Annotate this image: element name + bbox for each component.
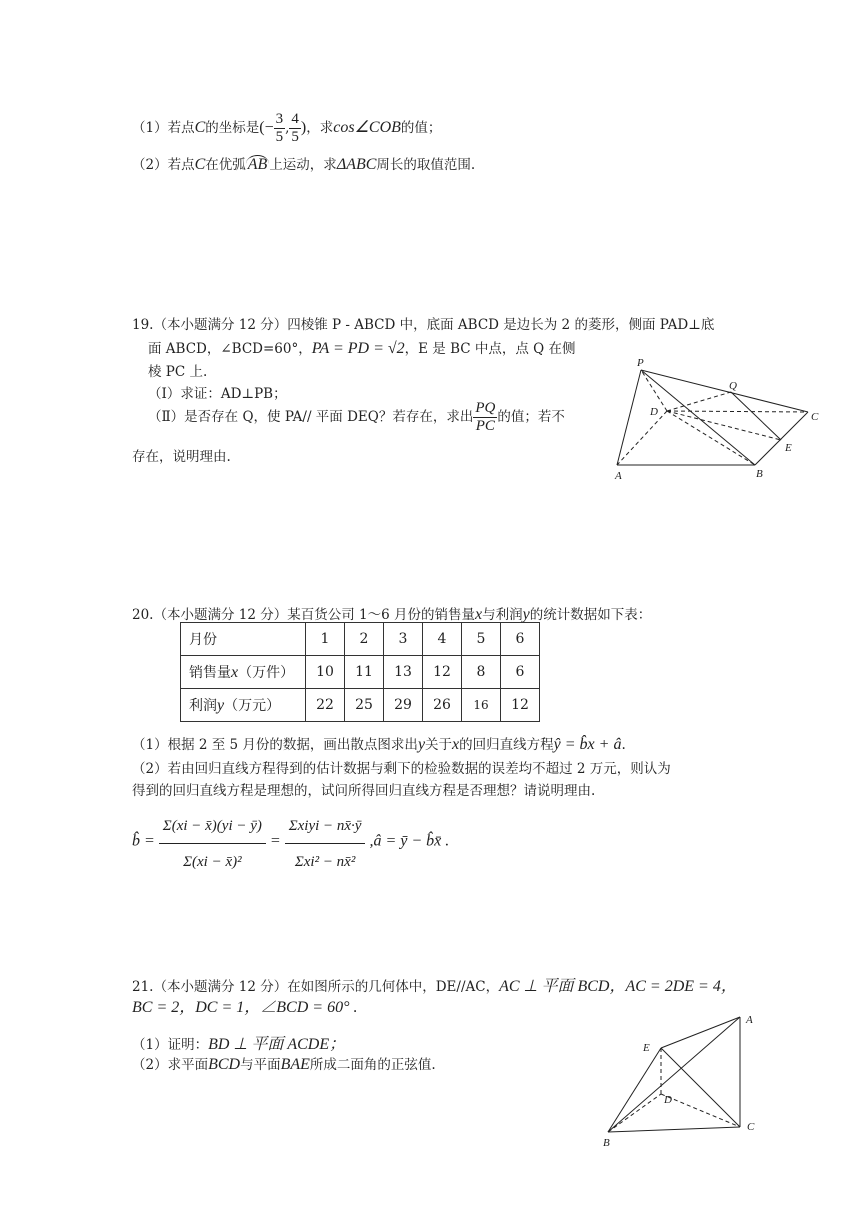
arc-ab: AB (247, 156, 268, 173)
q19-line3: 棱 PC 上. (148, 364, 208, 380)
fraction-pq-pc: $\frac{PQ}{PC}$ (475, 400, 496, 434)
formula-fraction-1: $\frac{\Sigma(xi - x̄)(yi - ȳ)}{\text{Σ(xi − x̄)²}}$ (159, 812, 266, 871)
table-cell: 5 (462, 623, 501, 656)
q19-line1: 19.（本小题满分 12 分）四棱锥 P - ABCD 中，底面 ABCD 是边长为 2 的菱形，侧面 PAD⊥底 (132, 317, 715, 333)
q21-part1: （1）证明：BD ⊥ 平面 ACDE； (132, 1036, 346, 1053)
table-cell: 25 (345, 689, 384, 722)
table-cell: 12 (501, 689, 540, 722)
table-cell: 12 (423, 656, 462, 689)
q19-line2: 面 ABCD，∠BCD=60°，PA = PD = √2，E 是 BC 中点，点 Q 在侧 (148, 340, 576, 357)
label-c: C (747, 1121, 755, 1133)
label-c: C (811, 411, 819, 423)
label-d: D (664, 1094, 672, 1106)
fraction-four-fifths: $\frac{4}{5}$ (291, 111, 299, 145)
table-cell: 1 (306, 623, 345, 656)
q19-part1: （Ⅰ）求证：AD⊥PB； (148, 386, 287, 402)
table-cell: 10 (306, 656, 345, 689)
table-cell: 13 (384, 656, 423, 689)
q19-part2: （Ⅱ）是否存在 Q，使 PA// 平面 DEQ？若存在，求出 $\frac{PQ}{PC}$ 的值；若不 (148, 400, 565, 434)
table-cell: 22 (306, 689, 345, 722)
row-label-month: 月份 (181, 623, 306, 656)
row-label-sales: 销售量x（万件） (181, 656, 306, 689)
sales-profit-table (180, 622, 540, 722)
label-p: P (637, 357, 644, 369)
regression-formula: b̂ = $\frac{\Sigma(xi - x̄)(yi - ȳ)}{\text{Σ(xi − x̄)²}}$ = $\frac{\text{Σxiyi − nx̄·ȳ}}{\text{Σxi² − nx̄²}}$ ,â = ȳ − b̂x̄ . (132, 812, 449, 871)
q21-part2: （2）求平面BCD与平面BAE所成二面角的正弦值. (132, 1056, 436, 1073)
table-cell: 8 (462, 656, 501, 689)
q21-line2: BC = 2，DC = 1，∠BCD = 60° . (132, 999, 358, 1016)
q20-part1: （1）根据 2 至 5 月份的数据，画出散点图求出y关于x的回归直线方程ŷ = b̂x + â. (132, 736, 626, 753)
table-cell: 11 (345, 656, 384, 689)
table-cell: 26 (423, 689, 462, 722)
q21-line1: 21.（本小题满分 12 分）在如图所示的几何体中，DE//AC，AC ⊥ 平面 BCD，AC = 2DE = 4， (132, 978, 737, 995)
label-a: A (615, 470, 622, 482)
pyramid-figure (605, 352, 825, 482)
table-cell: 2 (345, 623, 384, 656)
table-cell: 6 (501, 656, 540, 689)
fraction-three-fifths: $\frac{3}{5}$ (275, 111, 284, 145)
table-cell: 29 (384, 689, 423, 722)
label-e: E (785, 442, 792, 454)
label-a: A (746, 1014, 753, 1026)
label-q: Q (729, 380, 737, 392)
table-row-sales (181, 656, 540, 689)
solid-figure (598, 1010, 768, 1150)
q20-line1: 20.（本小题满分 12 分）某百货公司 1～6 月份的销售量x与利润y的统计数据如下表： (132, 606, 652, 623)
formula-fraction-2: $\frac{\text{Σxiyi − nx̄·ȳ}}{\text{Σxi² − nx̄²}}$ (285, 812, 366, 871)
q18-part2: （2）若点C在优弧 AB 上运动，求ΔABC周长的取值范围. (132, 156, 476, 173)
q20-part2-line2: 得到的回归直线方程是理想的，试问所得回归直线方程是否理想？请说明理由. (132, 783, 596, 799)
q20-part2-line1: （2）若由回归直线方程得到的估计数据与剩下的检验数据的误差均不超过 2 万元，则认为 (132, 761, 671, 777)
table-cell: 16 (462, 689, 501, 722)
label-e: E (643, 1042, 650, 1054)
label-b: B (603, 1137, 610, 1149)
label-b: B (756, 468, 763, 480)
q19-line-last: 存在，说明理由. (132, 449, 231, 465)
table-cell: 6 (501, 623, 540, 656)
label-d: D (650, 406, 658, 418)
q18-part1: （1）若点C的坐标是(− $\frac{3}{5}$ , $\frac{4}{5}$ )，求cos∠COB的值； (132, 111, 442, 145)
table-row-profit (181, 689, 540, 722)
table-cell: 4 (423, 623, 462, 656)
row-label-profit: 利润y（万元） (181, 689, 306, 722)
table-cell: 3 (384, 623, 423, 656)
table-row-month (181, 623, 540, 656)
